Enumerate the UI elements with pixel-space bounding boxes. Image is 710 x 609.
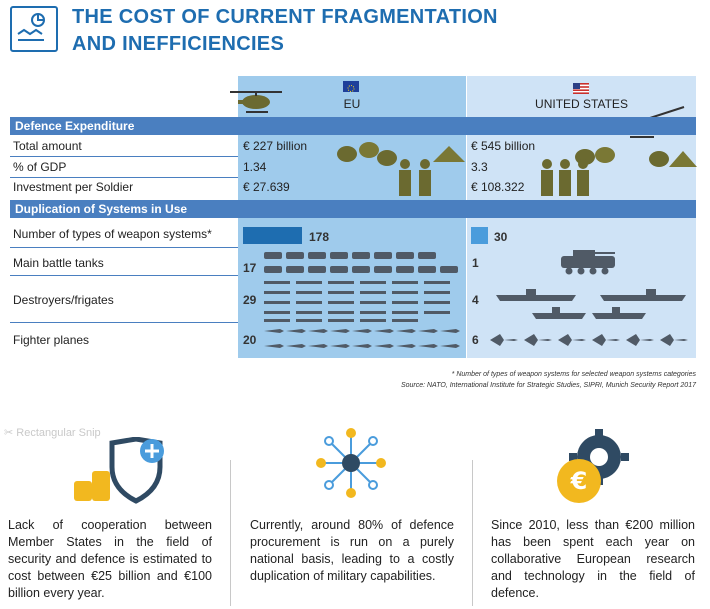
row-label-weapon-types: Number of types of weapon systems* — [13, 227, 212, 241]
eu-tanks: 17 — [243, 261, 257, 275]
us-tanks: 1 — [472, 256, 479, 270]
row-divider — [10, 177, 238, 178]
section-duplication: Duplication of Systems in Use — [10, 200, 696, 218]
us-destroyers: 4 — [472, 293, 479, 307]
us-weapon-types: 30 — [494, 230, 508, 244]
document-chart-icon — [10, 6, 58, 52]
footnote-source: Source: NATO, International Institute for Strategic Studies, SIPRI, Munich Security Report 2017 — [400, 382, 696, 389]
paragraph-research: Since 2010, less than €200 million has been spent each year on collaborative European research and technology in the field of defence. — [491, 518, 695, 600]
row-divider — [10, 156, 238, 157]
title-line-1: THE COST OF CURRENT FRAGMENTATION — [72, 6, 498, 28]
network-icon — [313, 425, 389, 506]
page-title — [72, 4, 498, 58]
coins-shield-icon — [72, 437, 168, 510]
ship-icon — [264, 279, 464, 328]
eu-column-header: EU — [343, 97, 361, 111]
eu-weapon-types: 178 — [309, 230, 330, 244]
fighter-jet-icon — [490, 330, 694, 355]
row-label-gdp: % of GDP — [13, 160, 67, 174]
eu-weapon-types-bar — [243, 227, 302, 244]
paragraph-procurement: Currently, around 80% of defence procurement is run on a purely national basis, leading to a costly duplication of military capabilities. — [250, 518, 454, 583]
row-divider — [10, 247, 238, 248]
eu-flag-icon — [343, 81, 359, 92]
title-line-2: AND INEFFICIENCIES — [72, 33, 285, 55]
us-gdp: 3.3 — [471, 160, 488, 174]
svg-text:€: € — [570, 467, 588, 495]
footnote-note: * Number of types of weapon systems for selected weapon systems categories — [451, 371, 696, 378]
row-label-soldier: Investment per Soldier — [13, 180, 134, 194]
soldiers-icon — [538, 158, 594, 205]
eu-soldier: € 27.639 — [243, 180, 290, 194]
column-separator — [472, 460, 473, 606]
snip-text: Rectangular Snip — [16, 427, 101, 439]
us-total-amount: € 545 billion — [471, 139, 536, 153]
soldiers-icon — [395, 158, 437, 205]
row-divider — [10, 275, 238, 276]
eu-gdp: 1.34 — [243, 160, 267, 174]
us-column-header: UNITED STATES — [535, 97, 628, 111]
eu-destroyers: 29 — [243, 293, 257, 307]
scissors-icon: ✂ — [4, 427, 17, 439]
us-soldier: € 108.322 — [471, 180, 525, 194]
column-separator — [230, 460, 231, 606]
us-weapon-types-bar — [471, 227, 488, 244]
fighter-jet-icon — [264, 325, 464, 360]
row-label-tanks: Main battle tanks — [13, 256, 104, 270]
eu-total-amount: € 227 billion — [243, 139, 308, 153]
section-defence-expenditure: Defence Expenditure — [10, 117, 696, 135]
row-label-total-amount: Total amount — [13, 139, 82, 153]
tank-icon — [264, 248, 464, 283]
row-divider — [10, 322, 238, 323]
row-label-fighters: Fighter planes — [13, 333, 90, 347]
eu-fighters: 20 — [243, 333, 257, 347]
paragraph-cooperation: Lack of cooperation between Member States in the field of security and defence is estimated to cost between €25 billion and €100 billion every year. — [8, 518, 212, 600]
tank-icon — [557, 248, 619, 281]
us-fighters: 6 — [472, 333, 479, 347]
row-label-destroyers: Destroyers/frigates — [13, 293, 114, 307]
us-flag-icon — [573, 81, 589, 92]
ship-icon — [496, 283, 692, 328]
euro-gear-icon — [555, 427, 635, 512]
